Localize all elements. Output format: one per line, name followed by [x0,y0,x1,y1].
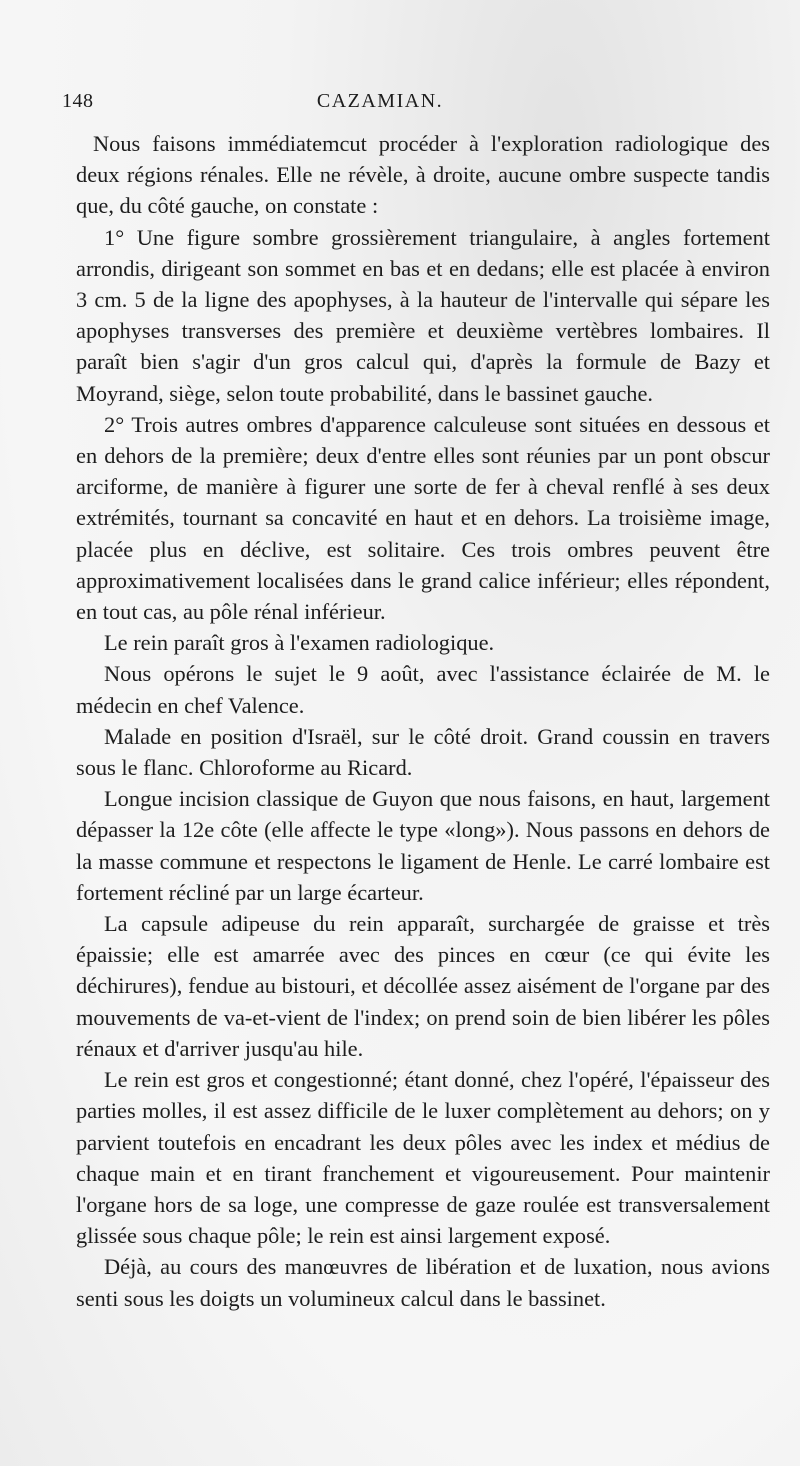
paragraph: Nous faisons immédiatemcut procéder à l'exploration radiologique des deux régions rénales. Elle ne révèle, à droite, aucune ombre suspecte tandis que, du côté gauche, on constate : [76,131,770,219]
paragraph: Longue incision classique de Guyon que nous faisons, en haut, largement dépasser la 12e côte (elle affecte le type «long»). Nous passons en dehors de la masse commune et respectons le ligament de Henle. Le carré lombaire est fortement récliné par un large écarteur. [76,786,770,905]
paragraph: Nous opérons le sujet le 9 août, avec l'assistance éclairée de M. le médecin en chef Valence. [76,661,770,718]
paragraph: 1° Une figure sombre grossièrement triangulaire, à angles fortement arrondis, dirigeant son sommet en bas et en dedans; elle est placée à environ 3 cm. 5 de la ligne des apophyses, à la hauteur de l'intervalle qui sépare les apophyses transverses des première et deuxième vertèbres lombaires. Il paraît bien s'agir d'un gros calcul qui, d'après la formule de Bazy et Moyrand, siège, selon toute probabilité, dans le bassinet gauche. [76,224,770,406]
paragraph: La capsule adipeuse du rein apparaît, surchargée de graisse et très épaissie; elle est amarrée avec des pinces en cœur (ce qui évite les déchirures), fendue au bistouri, et décollée assez aisément de l'organe par des mouvements de va-et-vient de l'index; on prend soin de bien libérer les pôles rénaux et d'arriver jusqu'au hile. [76,911,770,1061]
page-header [62,90,738,118]
body-text [76,128,770,1314]
running-title: CAZAMIAN. [316,90,444,112]
paragraph: Le rein paraît gros à l'examen radiologique. [104,630,495,656]
paragraph: 2° Trois autres ombres d'apparence calculeuse sont situées en dessous et en dehors de la première; deux d'entre elles sont réunies par un pont obscur arciforme, de manière à figurer une sorte de fer à cheval renflé à ses deux extrémités, tournant sa concavité en haut et en dehors. La troisième image, placée plus en déclive, est solitaire. Ces trois ombres peuvent être approximativement localisées dans le grand calice inférieur; elles répondent, en tout cas, au pôle rénal inférieur. [76,411,770,625]
paragraph: Le rein est gros et congestionné; étant donné, chez l'opéré, l'épaisseur des parties molles, il est assez difficile de le luxer complètement au dehors; on y parvient toutefois en encadrant les deux pôles avec les index et médius de chaque main et en tirant franchement et vigoureusement. Pour maintenir l'organe hors de sa loge, une compresse de gaze roulée est transversalement glissée sous chaque pôle; le rein est ainsi largement exposé. [76,1067,770,1249]
paragraph: Malade en position d'Israël, sur le côté droit. Grand coussin en travers sous le flanc. Chloroforme au Ricard. [76,723,770,781]
paragraph: Déjà, au cours des manœuvres de libération et de luxation, nous avions senti sous les doigts un volumineux calcul dans le bassinet. [76,1254,770,1311]
page-number: 148 [62,90,94,112]
